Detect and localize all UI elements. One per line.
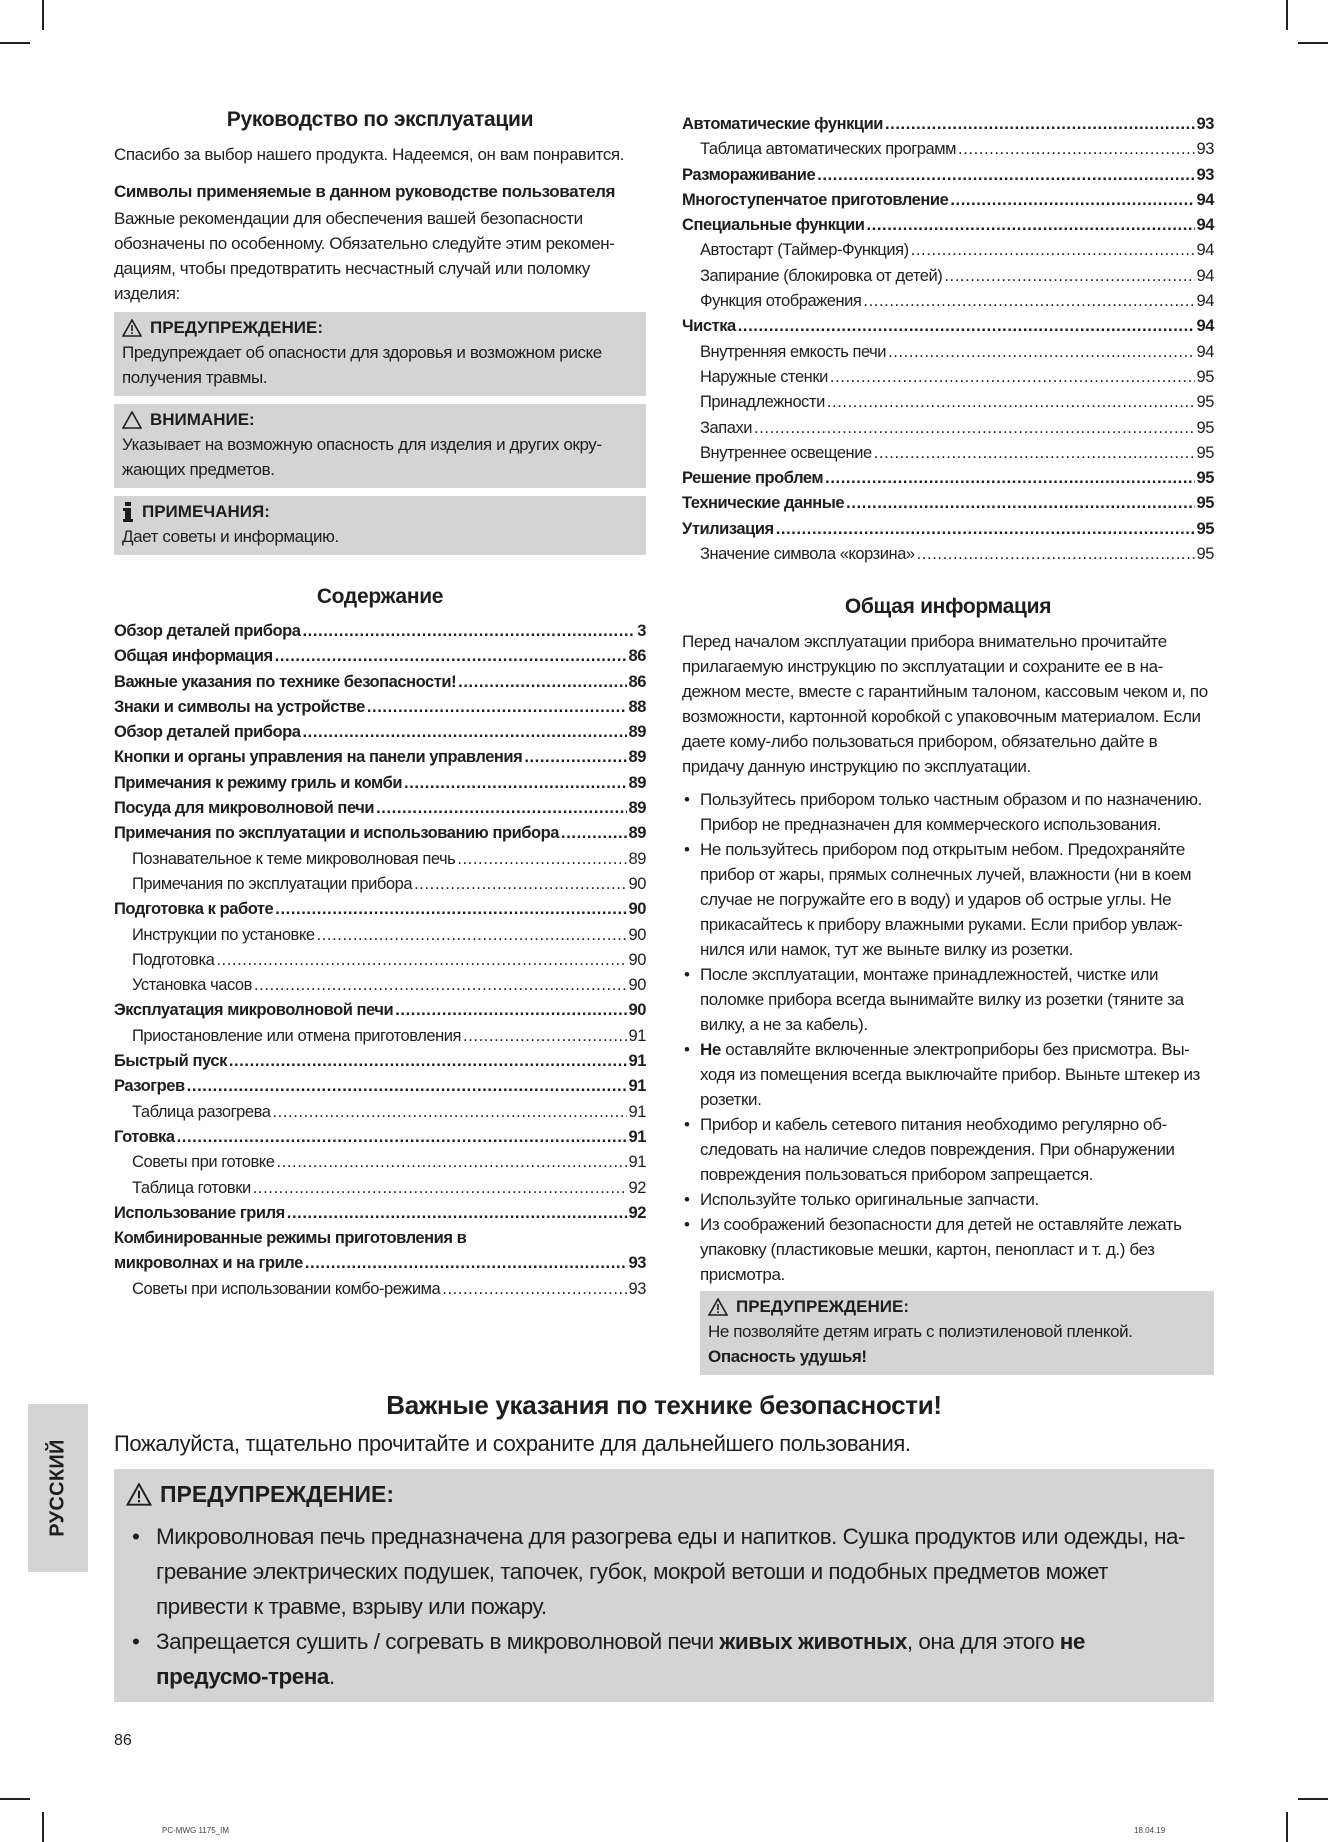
toc-entry	[114, 998, 646, 1023]
toc-entry-page: 95	[1196, 393, 1214, 412]
toc-entry-page: 95	[1196, 367, 1214, 386]
toc-leader-dots	[272, 1100, 626, 1125]
toc-leader-dots	[177, 1125, 627, 1150]
toc-entry-label: Быстрый пуск	[114, 1052, 227, 1071]
toc-entry-label: Таблица автоматических программ	[700, 140, 957, 159]
toc-entry	[114, 644, 646, 669]
toc-entry-page: 91	[628, 1127, 646, 1146]
toc-entry-label: Функция отображения	[700, 292, 862, 311]
toc-entry-label: Таблица готовки	[132, 1178, 251, 1197]
toc-entry	[682, 517, 1214, 542]
toc-leader-dots	[302, 720, 626, 745]
toc-entry-page: 91	[628, 1102, 646, 1121]
bold-text: не предусмо-трена	[156, 1629, 1085, 1689]
list-item	[682, 1037, 1214, 1112]
toc-entry-page: 89	[628, 849, 646, 868]
toc-entry-page: 95	[1196, 418, 1214, 437]
suffocation-warning-title	[708, 1295, 1206, 1319]
toc-leader-dots	[846, 491, 1194, 516]
toc-leader-dots	[442, 1277, 626, 1302]
toc-leader-dots	[911, 238, 1195, 263]
toc-leader-dots	[376, 796, 626, 821]
toc-entry-page: 94	[1196, 317, 1214, 336]
toc-entry-label: Обзор деталей прибора	[114, 622, 301, 640]
list-item: • Прибор и кабель сетевого питания необходимо регулярно об-следовать на наличие следов повреждения. При обнаружении повреждения пользоваться прибором запрещается.	[682, 1112, 1214, 1187]
toc-entry-page: 93	[1196, 115, 1214, 133]
info-icon	[122, 502, 134, 522]
toc-entry-page: 90	[628, 874, 646, 893]
toc-entry	[114, 1024, 646, 1049]
toc-entry-page: 94	[1196, 216, 1214, 235]
thanks-text: Спасибо за выбор нашего продукта. Надеемся, он вам понравится.	[114, 145, 625, 164]
toc-entry	[114, 821, 646, 846]
crop-mark	[1298, 42, 1328, 44]
toc-entry-page: 94	[1196, 190, 1214, 209]
safety-warning-title	[126, 1479, 1202, 1509]
list-item-text: .	[328, 1664, 335, 1689]
toc-entry-label: Посуда для микроволновой печи	[114, 799, 375, 818]
toc-entry-label: Приостановление или отмена приготовления	[132, 1026, 462, 1045]
note-notice-title	[122, 500, 638, 524]
crop-mark	[1286, 0, 1288, 30]
footer-date: 18.04.19	[1134, 1826, 1166, 1835]
toc-entry	[114, 948, 646, 973]
left-column	[114, 108, 646, 1302]
right-column	[682, 112, 1214, 1375]
toc-leader-dots	[830, 365, 1195, 390]
toc-leader-dots	[216, 948, 626, 973]
toc-entry	[114, 720, 646, 745]
toc-entry	[682, 264, 1214, 289]
toc-entry-page: 89	[628, 748, 646, 767]
toc-entry-page: 95	[1196, 469, 1214, 488]
toc-entry	[114, 1176, 646, 1201]
toc-entry-page: 93	[1196, 165, 1214, 184]
toc-entry-label: Познавательное к теме микроволновая печь	[132, 849, 456, 868]
note-text: Дает советы и информацию.	[122, 527, 339, 546]
toc-entry-label: Примечания по эксплуатации прибора	[132, 874, 413, 893]
toc-entry	[682, 137, 1214, 162]
toc-entry-page: 86	[628, 672, 646, 691]
toc-entry	[114, 796, 646, 821]
language-tab	[28, 1404, 88, 1572]
toc-entry-page: 94	[1196, 241, 1214, 260]
toc-entry-page: 90	[628, 925, 646, 944]
toc-entry-page: 93	[628, 1254, 646, 1273]
toc-entry	[682, 238, 1214, 263]
warning-label: ПРЕДУПРЕЖДЕНИЕ:	[736, 1297, 909, 1317]
toc-leader-dots	[276, 1150, 626, 1175]
toc-leader-dots	[463, 1024, 627, 1049]
toc-leader-dots	[827, 390, 1195, 415]
suffocation-warning-text: Не позволяйте детям играть с полиэтиленовой пленкой.	[708, 1322, 1133, 1342]
toc-entry-label: Значение символа «корзина»	[700, 545, 915, 564]
toc-entry	[114, 1125, 646, 1150]
toc-entry	[682, 416, 1214, 441]
toc-entry-label: Инструкции по установке	[132, 925, 315, 944]
toc-leader-dots	[367, 695, 627, 720]
list-item: • Используйте только оригинальные запчасти.	[682, 1187, 1214, 1212]
safety-heading: Важные указания по технике безопасности!	[386, 1390, 942, 1420]
toc-leader-dots	[817, 163, 1194, 188]
crop-mark	[1286, 1812, 1288, 1842]
toc-entry-page: 88	[628, 697, 646, 716]
note-notice	[114, 496, 646, 555]
toc-leader-dots	[305, 1251, 627, 1276]
toc-entry-label: Кнопки и органы управления на панели управления	[114, 748, 523, 767]
toc-heading: Содержание	[316, 585, 444, 608]
safety-warning-box	[114, 1469, 1214, 1702]
toc-entry-page: 86	[628, 647, 646, 666]
list-item: • После эксплуатации, монтаже принадлежностей, чистке или поломке прибора всегда вынимайте вилку из розетки (тяните за вилку, а не за кабель).	[682, 962, 1214, 1037]
page-number: 86	[114, 1732, 132, 1749]
toc-entry-page: 89	[628, 824, 646, 843]
toc-entry-label: Примечания по эксплуатации и использованию прибора	[114, 824, 560, 843]
toc-entry	[682, 340, 1214, 365]
toc-entry	[682, 542, 1214, 567]
toc-entry-label: Запахи	[700, 418, 753, 437]
warning-notice-title	[122, 316, 638, 340]
toc-entry	[114, 1100, 646, 1125]
toc-entry	[114, 745, 646, 770]
caution-notice	[114, 404, 646, 488]
toc-entry	[114, 897, 646, 922]
toc-entry-label: Обзор деталей прибора	[114, 723, 301, 742]
toc-entry-label: Использование гриля	[114, 1203, 285, 1222]
toc-entry-page: 95	[1196, 494, 1214, 513]
suffocation-warning	[700, 1291, 1214, 1375]
warning-triangle-icon	[708, 1298, 728, 1316]
toc-entry	[114, 1150, 646, 1175]
toc-entry-page: 90	[628, 1001, 646, 1020]
toc-entry-page: 93	[1196, 140, 1214, 159]
list-item: • Микроволновая печь предназначена для разогрева еды и напитков. Сушка продуктов или одежды, на-гревание электрических подушек, тапочек, губок, мокрой ветоши и подобных предметов может привести к травме, взрыву или пожару.	[126, 1519, 1202, 1624]
list-item-text: оставляйте включенные электроприборы без присмотра. Вы-ходя из помещения всегда выключайте прибор. Выньте штекер из розетки.	[700, 1040, 1200, 1110]
warning-notice	[114, 312, 646, 396]
toc-entry-label: Общая информация	[114, 647, 273, 666]
toc-entry-page: 90	[628, 900, 646, 919]
toc-entry	[114, 1074, 646, 1099]
toc-leader-dots	[404, 771, 627, 796]
toc-leader-dots	[944, 264, 1194, 289]
toc-leader-dots	[958, 137, 1195, 162]
toc-entry-label: Размораживание	[682, 165, 816, 184]
toc-entry	[114, 1277, 646, 1302]
toc-leader-dots	[561, 821, 627, 846]
toc-entry-page: 94	[1196, 342, 1214, 361]
toc-entry	[682, 112, 1214, 137]
caution-triangle-icon	[122, 411, 142, 429]
toc-entry	[114, 670, 646, 695]
symbols-heading: Символы применяемые в данном руководстве пользователя	[114, 182, 616, 201]
footer-doc-id: PC-MWG 1175_IM	[162, 1826, 229, 1835]
toc-entry-page: 95	[1196, 519, 1214, 538]
toc-entry-label: Принадлежности	[700, 393, 825, 412]
toc-leader-dots	[917, 542, 1195, 567]
toc-leader-dots	[254, 973, 627, 998]
toc-leader-dots	[950, 188, 1194, 213]
toc-entry	[682, 314, 1214, 339]
toc-entry	[682, 390, 1214, 415]
toc-entry	[114, 619, 646, 644]
toc-entry	[114, 872, 646, 897]
toc-entry-page: 93	[628, 1279, 646, 1298]
toc-entry	[114, 1201, 646, 1226]
toc-entry-page: 94	[1196, 292, 1214, 311]
toc-entry	[682, 289, 1214, 314]
toc-entry-label: Советы при использовании комбо-режима	[132, 1279, 441, 1298]
list-item	[126, 1624, 1202, 1694]
toc-entry-page: 94	[1196, 266, 1214, 285]
crop-mark	[0, 1798, 30, 1800]
toc-entry	[114, 1251, 646, 1276]
toc-entry-label: Внутреннее освещение	[700, 443, 872, 462]
list-item-text: , она для этого	[906, 1629, 1060, 1654]
toc-entry-label: Важные указания по технике безопасности!	[114, 672, 457, 691]
toc-leader-dots	[863, 289, 1194, 314]
toc-leader-dots	[229, 1049, 627, 1074]
toc-leader-dots	[754, 416, 1195, 441]
toc-entry	[114, 1049, 646, 1074]
toc-leader-dots	[187, 1074, 627, 1099]
toc-entry-page: 90	[628, 950, 646, 969]
suffocation-warning-bold: Опасность удушья!	[708, 1347, 867, 1367]
toc-entry-page: 3	[637, 622, 646, 640]
toc-leader-dots	[414, 872, 626, 897]
toc-entry-label: Многоступенчатое приготовление	[682, 190, 949, 209]
toc-entry-page: 91	[628, 1077, 646, 1096]
toc-entry-label: Подготовка к работе	[114, 900, 274, 919]
caution-notice-title	[122, 408, 638, 432]
toc-entry-label: Специальные функции	[682, 216, 865, 235]
crop-mark	[42, 1812, 44, 1842]
toc-entry	[682, 466, 1214, 491]
toc-leader-dots	[524, 745, 626, 770]
toc-entry-label: Таблица разогрева	[132, 1102, 271, 1121]
toc-entry	[682, 491, 1214, 516]
toc-entry-label: Эксплуатация микроволновой печи	[114, 1001, 394, 1020]
toc-leader-dots	[287, 1201, 627, 1226]
toc-entry-label: Наружные стенки	[700, 367, 828, 386]
toc-entry	[114, 923, 646, 948]
toc-entry-label: Советы при готовке	[132, 1153, 275, 1172]
toc-entry-label: Подготовка	[132, 950, 215, 969]
general-bullets	[682, 787, 1214, 1287]
general-intro: Перед началом эксплуатации прибора внимательно прочитайте прилагаемую инструкцию по эксплуатации и сохраните ее в на-дежном месте, вместе с гарантийным талоном, кассовым чеком и, по возможности, картонной коробкой с упаковочным материалом. Если даете кому-либо пользоваться прибором, обязательно дайте в придачу данную инструкцию по эксплуатации.	[682, 632, 1208, 777]
toc-entry	[114, 847, 646, 872]
list-item: • Пользуйтесь прибором только частным образом и по назначению. Прибор не предназначен для коммерческого использования.	[682, 787, 1214, 837]
crop-mark	[1298, 1798, 1328, 1800]
toc-entry-label: Утилизация	[682, 519, 774, 538]
toc-leader-dots	[302, 619, 635, 644]
safety-bullets	[126, 1519, 1202, 1694]
toc-entry-label: Знаки и символы на устройстве	[114, 697, 365, 716]
crop-mark	[42, 0, 44, 30]
toc-leader-dots	[874, 441, 1195, 466]
toc-leader-dots	[275, 897, 626, 922]
toc-entry	[682, 213, 1214, 238]
warning-label: ПРЕДУПРЕЖДЕНИЕ:	[150, 318, 323, 337]
toc-entry-label: Чистка	[682, 317, 736, 336]
toc-leader-dots	[395, 998, 626, 1023]
toc-entry-page: 95	[1196, 443, 1214, 462]
manual-title: Руководство по эксплуатации	[226, 108, 534, 131]
toc-leader-dots	[317, 923, 627, 948]
toc-entry-label: Разогрев	[114, 1077, 185, 1096]
toc-entry-page: 92	[628, 1203, 646, 1222]
toc-entry-label: микроволнах и на гриле	[114, 1254, 303, 1273]
crop-mark	[0, 42, 30, 44]
toc-entry-label: Установка часов	[132, 976, 252, 995]
warning-triangle-icon	[126, 1483, 152, 1506]
toc-left	[114, 619, 646, 1302]
warning-label: ПРЕДУПРЕЖДЕНИЕ:	[160, 1481, 395, 1507]
toc-entry	[682, 163, 1214, 188]
toc-entry-label: Технические данные	[682, 494, 845, 513]
toc-entry	[114, 973, 646, 998]
toc-entry-label: Готовка	[114, 1127, 175, 1146]
caution-label: ВНИМАНИЕ:	[150, 410, 255, 429]
toc-leader-dots	[866, 213, 1194, 238]
safety-subheading: Пожалуйста, тщательно прочитайте и сохраните для дальнейшего пользования.	[114, 1431, 911, 1456]
symbols-text: Важные рекомендации для обеспечения вашей безопасности обозначены по особенному. Обязательно следуйте этим рекомен-дациям, чтобы предотвратить несчастный случай или поломку изделия:	[114, 209, 615, 303]
toc-leader-dots	[275, 644, 627, 669]
warning-triangle-icon	[122, 319, 142, 337]
list-item: • Из соображений безопасности для детей не оставляйте лежать упаковку (пластиковые мешки, картон, пенопласт и т. д.) без присмотра.	[682, 1212, 1214, 1287]
caution-text: Указывает на возможную опасность для изделия и других окру-жающих предметов.	[122, 435, 602, 479]
toc-entry	[114, 771, 646, 796]
toc-entry-continued: Комбинированные режимы приготовления в	[114, 1229, 467, 1248]
toc-entry-label: Примечания к режиму гриль и комби	[114, 773, 403, 792]
toc-leader-dots	[825, 466, 1194, 491]
toc-entry-page: 91	[628, 1153, 646, 1172]
toc-leader-dots	[457, 847, 626, 872]
toc-leader-dots	[888, 340, 1194, 365]
bold-text: живых животных	[719, 1629, 907, 1654]
language-tab-label: РУССКИЙ	[46, 1439, 69, 1537]
list-item-text: Запрещается сушить / согревать в микроволновой печи	[156, 1629, 720, 1654]
toc-leader-dots	[885, 112, 1195, 137]
toc-entry-label: Запирание (блокировка от детей)	[700, 266, 943, 285]
toc-entry-page: 92	[628, 1178, 646, 1197]
toc-entry-page: 89	[628, 773, 646, 792]
toc-entry	[682, 441, 1214, 466]
toc-entry-page: 90	[628, 976, 646, 995]
toc-entry-label: Решение проблем	[682, 469, 824, 488]
warning-text: Предупреждает об опасности для здоровья и возможном риске получения травмы.	[122, 343, 602, 387]
toc-leader-dots	[776, 517, 1195, 542]
toc-entry-page: 91	[628, 1026, 646, 1045]
toc-entry-label: Автоматические функции	[682, 115, 883, 133]
toc-entry	[114, 695, 646, 720]
general-heading: Общая информация	[844, 595, 1052, 619]
note-label: ПРИМЕЧАНИЯ:	[142, 502, 270, 521]
toc-entry-label: Внутренняя емкость печи	[700, 342, 887, 361]
toc-entry-page: 89	[628, 799, 646, 818]
toc-entry	[682, 188, 1214, 213]
toc-right	[682, 112, 1214, 567]
safety-section	[114, 1390, 1214, 1702]
bold-text: Не	[700, 1040, 721, 1060]
toc-entry	[682, 365, 1214, 390]
toc-entry-page: 89	[628, 723, 646, 742]
toc-entry-page: 91	[628, 1052, 646, 1071]
list-item: • Не пользуйтесь прибором под открытым небом. Предохраняйте прибор от жары, прямых солнечных лучей, влажности (ни в коем случае не погружайте его в воду) и ударов об острые углы. Не прикасайтесь к прибору влажными руками. Если прибор увлаж-нился или намок, тут же выньте вилку из розетки.	[682, 837, 1214, 962]
toc-entry-label: Автостарт (Таймер-Функция)	[700, 241, 909, 260]
toc-leader-dots	[253, 1176, 627, 1201]
toc-entry-page: 95	[1196, 545, 1214, 564]
toc-leader-dots	[738, 314, 1195, 339]
toc-leader-dots	[458, 670, 626, 695]
